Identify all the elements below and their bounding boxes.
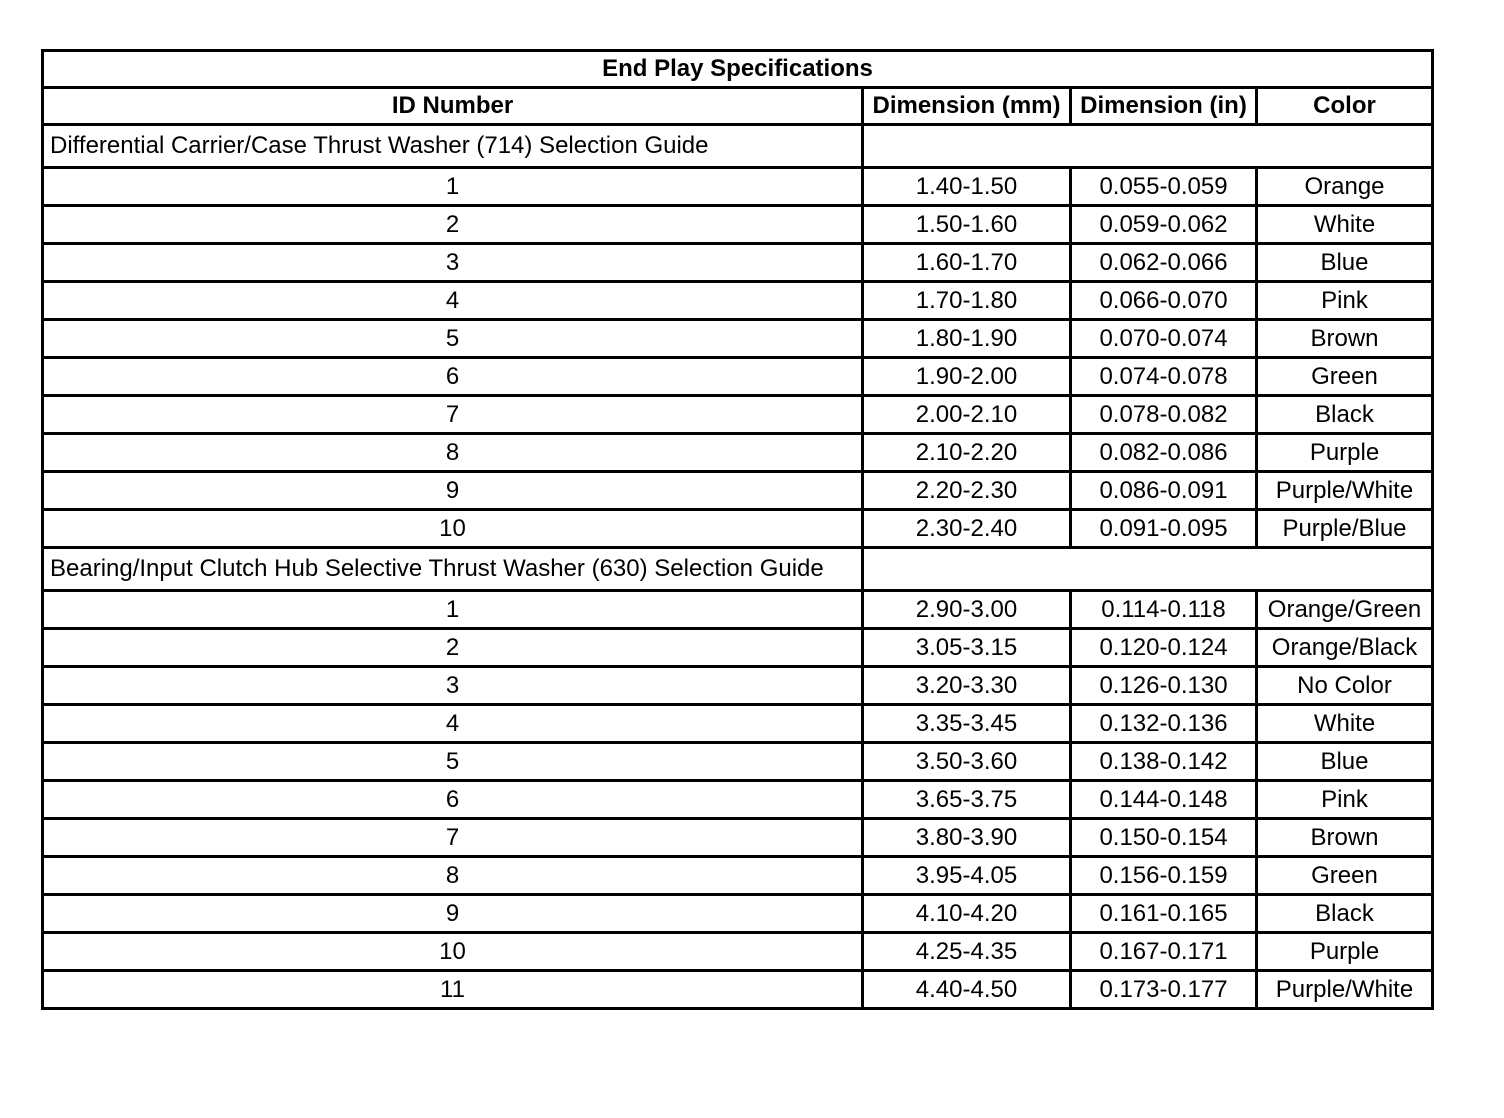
end-play-specifications-table (41, 49, 1434, 1010)
header-color: Color (1257, 88, 1433, 125)
id-number-cell: 4 (43, 282, 863, 320)
id-number-cell: 2 (43, 629, 863, 667)
id-number-cell: 9 (43, 895, 863, 933)
dimension-mm-cell: 1.40-1.50 (863, 168, 1071, 206)
dimension-in-cell: 0.114-0.118 (1071, 591, 1257, 629)
dimension-in-cell: 0.144-0.148 (1071, 781, 1257, 819)
table-row (43, 168, 1433, 206)
id-number-cell: 10 (43, 933, 863, 971)
color-cell: White (1257, 206, 1433, 244)
dimension-in-cell: 0.062-0.066 (1071, 244, 1257, 282)
dimension-in-cell: 0.082-0.086 (1071, 434, 1257, 472)
dimension-in-cell: 0.150-0.154 (1071, 819, 1257, 857)
table-row (43, 358, 1433, 396)
table-row (43, 933, 1433, 971)
color-cell: Blue (1257, 743, 1433, 781)
dimension-mm-cell: 3.05-3.15 (863, 629, 1071, 667)
dimension-in-cell: 0.167-0.171 (1071, 933, 1257, 971)
section-label: Differential Carrier/Case Thrust Washer (714) Selection Guide (43, 125, 863, 168)
header-id-number: ID Number (43, 88, 863, 125)
section-label: Bearing/Input Clutch Hub Selective Thrust Washer (630) Selection Guide (43, 548, 863, 591)
section-header-row (43, 125, 1433, 168)
dimension-in-cell: 0.055-0.059 (1071, 168, 1257, 206)
dimension-in-cell: 0.132-0.136 (1071, 705, 1257, 743)
color-cell: Blue (1257, 244, 1433, 282)
id-number-cell: 8 (43, 857, 863, 895)
dimension-mm-cell: 2.90-3.00 (863, 591, 1071, 629)
id-number-cell: 7 (43, 396, 863, 434)
table-row (43, 629, 1433, 667)
table-row (43, 667, 1433, 705)
table-row (43, 781, 1433, 819)
section-blank-cell (863, 548, 1433, 591)
section-header-row (43, 548, 1433, 591)
color-cell: Purple (1257, 933, 1433, 971)
dimension-in-cell: 0.156-0.159 (1071, 857, 1257, 895)
dimension-mm-cell: 4.10-4.20 (863, 895, 1071, 933)
id-number-cell: 10 (43, 510, 863, 548)
dimension-mm-cell: 1.70-1.80 (863, 282, 1071, 320)
color-cell: Orange/Black (1257, 629, 1433, 667)
dimension-mm-cell: 1.80-1.90 (863, 320, 1071, 358)
color-cell: Brown (1257, 320, 1433, 358)
id-number-cell: 6 (43, 781, 863, 819)
table-row (43, 396, 1433, 434)
header-dimension-in: Dimension (in) (1071, 88, 1257, 125)
dimension-mm-cell: 1.50-1.60 (863, 206, 1071, 244)
table-row (43, 705, 1433, 743)
header-dimension-mm: Dimension (mm) (863, 88, 1071, 125)
table-row (43, 282, 1433, 320)
id-number-cell: 3 (43, 667, 863, 705)
table-row (43, 971, 1433, 1009)
table-row (43, 510, 1433, 548)
id-number-cell: 11 (43, 971, 863, 1009)
color-cell: Purple/Blue (1257, 510, 1433, 548)
dimension-in-cell: 0.173-0.177 (1071, 971, 1257, 1009)
id-number-cell: 2 (43, 206, 863, 244)
dimension-mm-cell: 2.30-2.40 (863, 510, 1071, 548)
dimension-mm-cell: 4.40-4.50 (863, 971, 1071, 1009)
table-title: End Play Specifications (43, 51, 1433, 88)
id-number-cell: 3 (43, 244, 863, 282)
id-number-cell: 6 (43, 358, 863, 396)
dimension-mm-cell: 3.35-3.45 (863, 705, 1071, 743)
table-row (43, 743, 1433, 781)
dimension-in-cell: 0.091-0.095 (1071, 510, 1257, 548)
id-number-cell: 4 (43, 705, 863, 743)
color-cell: Orange (1257, 168, 1433, 206)
table-row (43, 591, 1433, 629)
dimension-mm-cell: 1.60-1.70 (863, 244, 1071, 282)
table-row (43, 320, 1433, 358)
dimension-in-cell: 0.078-0.082 (1071, 396, 1257, 434)
color-cell: Black (1257, 396, 1433, 434)
color-cell: No Color (1257, 667, 1433, 705)
dimension-in-cell: 0.070-0.074 (1071, 320, 1257, 358)
id-number-cell: 9 (43, 472, 863, 510)
table-row (43, 434, 1433, 472)
table-row (43, 857, 1433, 895)
dimension-mm-cell: 2.00-2.10 (863, 396, 1071, 434)
table-row (43, 472, 1433, 510)
table-header-row (43, 88, 1433, 125)
color-cell: Pink (1257, 781, 1433, 819)
dimension-mm-cell: 3.20-3.30 (863, 667, 1071, 705)
section-blank-cell (863, 125, 1433, 168)
table-row (43, 819, 1433, 857)
color-cell: Purple (1257, 434, 1433, 472)
dimension-mm-cell: 3.95-4.05 (863, 857, 1071, 895)
color-cell: White (1257, 705, 1433, 743)
table-row (43, 244, 1433, 282)
color-cell: Purple/White (1257, 971, 1433, 1009)
id-number-cell: 1 (43, 591, 863, 629)
table-body (43, 125, 1433, 1009)
dimension-mm-cell: 4.25-4.35 (863, 933, 1071, 971)
color-cell: Purple/White (1257, 472, 1433, 510)
dimension-mm-cell: 2.20-2.30 (863, 472, 1071, 510)
id-number-cell: 8 (43, 434, 863, 472)
dimension-mm-cell: 3.50-3.60 (863, 743, 1071, 781)
color-cell: Pink (1257, 282, 1433, 320)
id-number-cell: 7 (43, 819, 863, 857)
color-cell: Orange/Green (1257, 591, 1433, 629)
dimension-mm-cell: 3.80-3.90 (863, 819, 1071, 857)
dimension-in-cell: 0.086-0.091 (1071, 472, 1257, 510)
color-cell: Green (1257, 358, 1433, 396)
dimension-in-cell: 0.138-0.142 (1071, 743, 1257, 781)
color-cell: Brown (1257, 819, 1433, 857)
dimension-in-cell: 0.066-0.070 (1071, 282, 1257, 320)
dimension-in-cell: 0.126-0.130 (1071, 667, 1257, 705)
dimension-in-cell: 0.059-0.062 (1071, 206, 1257, 244)
dimension-mm-cell: 1.90-2.00 (863, 358, 1071, 396)
table-row (43, 206, 1433, 244)
id-number-cell: 5 (43, 320, 863, 358)
table-title-row (43, 51, 1433, 88)
dimension-mm-cell: 3.65-3.75 (863, 781, 1071, 819)
dimension-in-cell: 0.120-0.124 (1071, 629, 1257, 667)
dimension-mm-cell: 2.10-2.20 (863, 434, 1071, 472)
dimension-in-cell: 0.074-0.078 (1071, 358, 1257, 396)
id-number-cell: 5 (43, 743, 863, 781)
dimension-in-cell: 0.161-0.165 (1071, 895, 1257, 933)
color-cell: Green (1257, 857, 1433, 895)
id-number-cell: 1 (43, 168, 863, 206)
color-cell: Black (1257, 895, 1433, 933)
table-row (43, 895, 1433, 933)
